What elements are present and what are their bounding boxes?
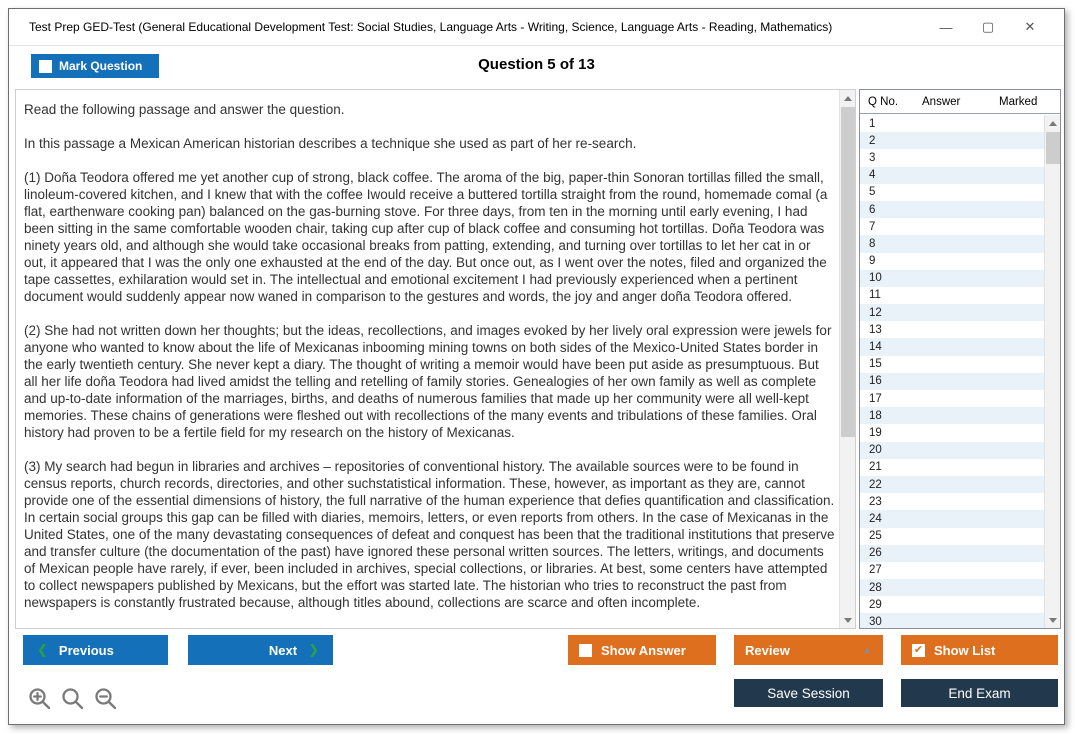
passage-paragraph-3: (3) My search had begun in libraries and archives – repositories of conventional history. The available sources were to be found in census reports, church records, directories, and other suchstatistical information. These, however, as important as they are, cannot provide one of the essential dimensions of history, the full narrative of the human experience that defies quantification and classification. In certain social groups this gap can be filled with diaries, memoirs, letters, or even reports from others. In the case of Mexicanas in the United States, one of the many devastating consequences of defeat and conquest has been that the traditional institutions that preserve and transfer culture (the documentation of the past) have ignored these personal written sources. The letters, writings, and documents of Mexican people have rarely, if ever, been included in archives, special collections, or libraries. At best, some centers have attempted to collect newspapers published by Mexicans, but the effort was started late. The historian who tries to reconstruct the past from newspapers is constantly frustrated because, although titles abound, collections are scarce and often incomplete. [24, 459, 835, 610]
question-row[interactable]: 30 [860, 613, 1044, 628]
question-row[interactable]: 23 [869, 495, 882, 508]
question-row[interactable]: 4 [860, 167, 1044, 184]
question-row[interactable]: 28 [860, 579, 1044, 596]
passage-intro: In this passage a Mexican American historian describes a technique she used as part of her re-search. [24, 136, 637, 151]
question-row[interactable]: 29 [869, 598, 882, 611]
question-list-panel [859, 89, 1061, 629]
scroll-up-icon[interactable] [840, 90, 856, 106]
passage-instruction: Read the following passage and answer the question. [24, 102, 345, 117]
column-qno: Q No. [868, 95, 899, 108]
question-row[interactable]: 17 [869, 392, 882, 405]
question-row[interactable]: 5 [869, 186, 876, 199]
close-icon[interactable]: ✕ [1024, 19, 1036, 34]
question-row[interactable]: 8 [860, 235, 1044, 252]
passage-panel [15, 89, 856, 629]
passage-text [16, 90, 839, 628]
question-list-scrollbar[interactable] [1044, 115, 1060, 628]
question-row[interactable]: 3 [869, 151, 876, 164]
minimize-icon[interactable]: — [939, 19, 953, 35]
question-row[interactable]: 6 [860, 201, 1044, 218]
question-row[interactable]: 26 [860, 545, 1044, 562]
question-row[interactable]: 21 [869, 461, 882, 474]
question-row[interactable]: 2 [860, 132, 1044, 149]
review-label: Review [745, 642, 790, 658]
chevron-left-icon: ❮ [37, 642, 48, 657]
show-list-checkbox: ✔ [913, 643, 924, 656]
question-counter: Question 5 of 13 [478, 56, 595, 73]
question-list-header [860, 90, 1060, 114]
zoom-reset-icon[interactable] [60, 686, 86, 712]
question-list-rows [860, 115, 1044, 628]
save-session-label: Save Session [767, 685, 850, 701]
show-answer-label: Show Answer [601, 642, 686, 658]
next-label: Next [268, 642, 298, 658]
passage-paragraph-2: (2) She had not written down her thoughts; but the ideas, recollections, and images evoked by her lively oral expression were jewels for anyone who wanted to know about the life of Mexicanas inbooming mining towns on both sides of the Mexico-United States border in the early twentieth century. She never kept a diary. The thought of writing a memoir would have been put aside as presumptuous. But all her life doña Teodora had lived amidst the telling and retelling of family stories. Genealogies of her own family as well as complete and up-to-date information of the marriages, births, and deaths of numerous families that made up her community were all well-kept memories. These chains of generations were fleshed out with recollections of the many events and tribulations of these families. Oral history had proven to be a fertile field for my research on the history of Mexicanas. [24, 323, 832, 440]
question-row[interactable]: 15 [869, 358, 882, 371]
question-row[interactable]: 14 [860, 338, 1044, 355]
zoom-toolbar [27, 686, 119, 712]
question-row[interactable]: 18 [860, 407, 1044, 424]
show-list-button[interactable] [901, 635, 1058, 665]
scroll-up-icon[interactable] [1045, 115, 1061, 131]
window-title: Test Prep GED-Test (General Educational Development Test: Social Studies, Language Arts - Writing, Science, Language Arts - Reading, Mathematics) [29, 20, 833, 34]
show-answer-checkbox [579, 644, 592, 657]
question-row[interactable]: 25 [869, 530, 882, 543]
previous-button[interactable] [23, 635, 168, 665]
question-row[interactable]: 12 [860, 304, 1044, 321]
header-bar [9, 46, 1064, 88]
question-row[interactable]: 16 [860, 373, 1044, 390]
question-row[interactable]: 27 [869, 564, 882, 577]
question-row[interactable]: 13 [869, 323, 882, 336]
end-exam-button[interactable] [901, 679, 1058, 707]
question-list-scrollbar-thumb[interactable] [1046, 132, 1060, 164]
column-marked: Marked [999, 95, 1038, 108]
question-row[interactable]: 24 [860, 510, 1044, 527]
show-list-label: Show List [934, 642, 996, 658]
question-row[interactable]: 22 [860, 476, 1044, 493]
question-row[interactable]: 9 [869, 255, 876, 268]
question-row[interactable]: 11 [869, 289, 881, 302]
passage-scrollbar-thumb[interactable] [841, 107, 855, 437]
end-exam-label: End Exam [948, 685, 1011, 701]
passage-paragraph-1: (1) Doña Teodora offered me yet another cup of strong, black coffee. The aroma of the big, paper-thin Sonoran tortillas filled the small, linoleum-covered kitchen, and I knew that with the coffee Iwould receive a buttered tortilla straight from the round, homemade comal (a flat, earthenware cooking pan) balanced on the gas-burning stove. For three days, from ten in the morning until early evening, I had been sitting in the same comfortable wooden chair, taking cup after cup of black coffee and consuming hot tortillas. Doña Teodora was ninety years old, and although she would take occasional breaks from patting, extending, and turning over tortillas to let her cat in or out, it appeared that I was the only one exhausted at the end of the day. But once out, as I went over the notes, filed and organized the tape cassettes, exhilaration would set in. The intellectual and emotional excitement I had previously experienced when a pertinent document would suddenly appear now waned in comparison to the gestures and words, the joy and anger doña Teodora offered. [24, 170, 828, 304]
zoom-out-icon[interactable] [93, 686, 119, 712]
column-answer: Answer [922, 95, 961, 108]
chevron-up-icon: ▲ [862, 644, 872, 656]
scroll-down-icon[interactable] [1045, 612, 1061, 628]
question-row[interactable]: 20 [860, 442, 1044, 459]
next-button[interactable] [188, 635, 333, 665]
title-bar [9, 9, 1064, 46]
question-row[interactable]: 10 [860, 270, 1044, 287]
app-window [8, 8, 1065, 725]
passage-scrollbar[interactable] [839, 90, 855, 628]
question-row[interactable]: 7 [869, 220, 876, 233]
question-row[interactable]: 19 [869, 426, 882, 439]
chevron-right-icon: ❯ [308, 642, 319, 657]
save-session-button[interactable] [734, 679, 883, 707]
mark-question-label: Mark Question [59, 59, 143, 73]
zoom-in-icon[interactable] [27, 686, 53, 712]
show-answer-button[interactable] [568, 635, 716, 665]
maximize-icon[interactable]: ▢ [981, 19, 995, 34]
scroll-down-icon[interactable] [840, 612, 856, 628]
previous-label: Previous [58, 642, 114, 658]
question-row[interactable]: 1 [869, 117, 876, 130]
window-controls [932, 15, 1044, 39]
review-dropdown-button[interactable] [734, 635, 883, 665]
